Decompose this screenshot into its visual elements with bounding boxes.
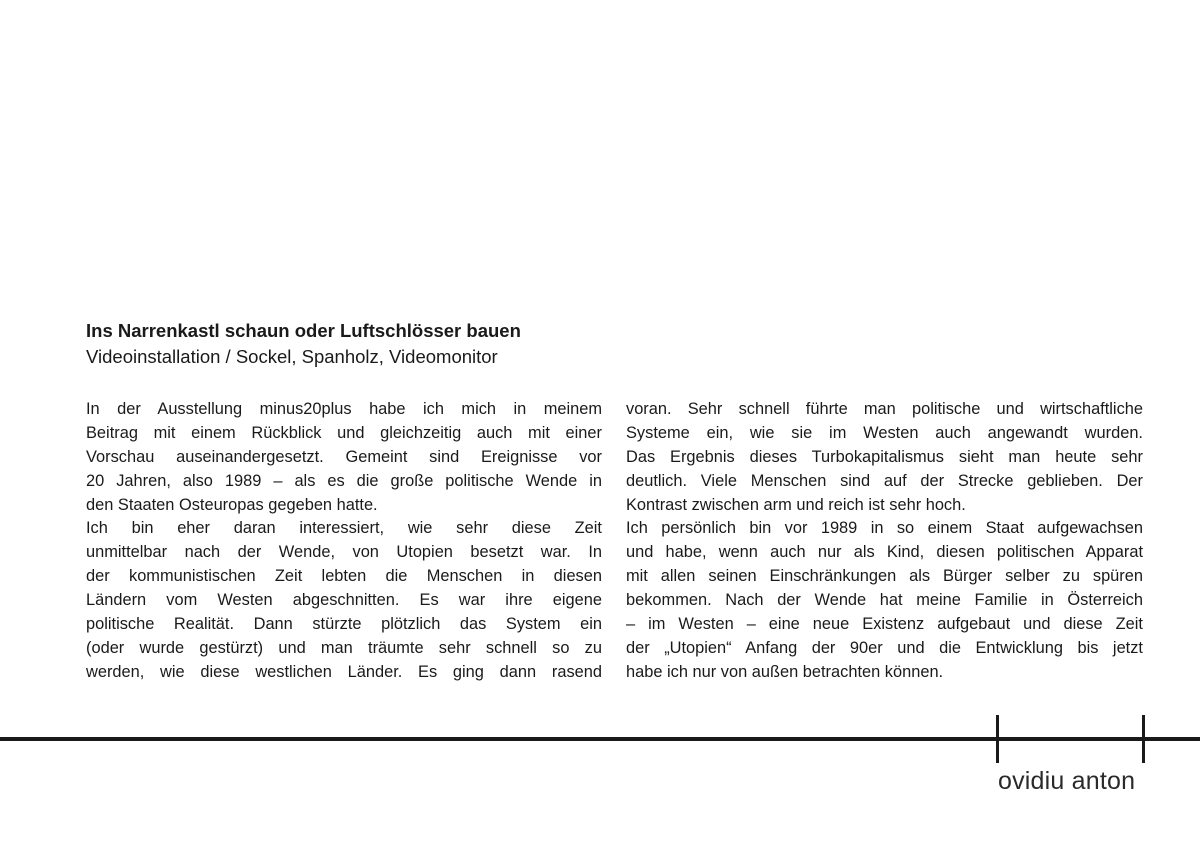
text-column-left — [86, 398, 602, 685]
text-line: unmittelbar nach der Wende, von Utopien besetzt war. In — [86, 543, 602, 562]
text-line: Ich persönlich bin vor 1989 in so einem Staat aufgewachsen — [626, 519, 1143, 538]
text-line: Vorschau auseinandergesetzt. Gemeint sind Ereignisse vor — [86, 447, 602, 466]
text-line: 20 Jahren, also 1989 – als es die große politische Wende in — [86, 471, 602, 490]
text-line: (oder wurde gestürzt) und man träumte sehr schnell so zu — [86, 638, 602, 657]
text-line: Ländern vom Westen abgeschnitten. Es war ihre eigene — [86, 591, 602, 610]
author-bracket-left — [996, 715, 999, 763]
text-line: Kontrast zwischen arm und reich ist sehr hoch. — [626, 495, 966, 514]
text-line: In der Ausstellung minus20plus habe ich mich in meinem — [86, 400, 602, 418]
author-bracket-right — [1142, 715, 1145, 763]
text-column-right — [626, 398, 1143, 685]
text-line: Beitrag mit einem Rückblick und gleichzeitig auch mit einer — [86, 423, 602, 442]
text-line: politische Realität. Dann stürzte plötzlich das System ein — [86, 615, 602, 634]
text-line: Systeme ein, wie sie im Westen auch angewandt wurden. — [626, 423, 1143, 442]
author-name: ovidiu anton — [998, 767, 1136, 795]
artwork-subtitle: Videoinstallation / Sockel, Spanholz, Videomonitor — [86, 346, 498, 367]
text-line: der „Utopien“ Anfang der 90er und die Entwicklung bis jetzt — [626, 638, 1143, 657]
text-line: voran. Sehr schnell führte man politische und wirtschaftliche — [626, 400, 1143, 418]
text-line: und habe, wenn auch nur als Kind, diesen politischen Apparat — [626, 543, 1143, 562]
text-line: Das Ergebnis dieses Turbokapitalismus sieht man heute sehr — [626, 447, 1143, 466]
text-line: der kommunistischen Zeit lebten die Menschen in diesen — [86, 567, 602, 586]
text-line: habe ich nur von außen betrachten können. — [626, 662, 944, 681]
text-line: deutlich. Viele Menschen sind auf der Strecke geblieben. Der — [626, 471, 1143, 490]
text-line: bekommen. Nach der Wende hat meine Familie in Österreich — [626, 591, 1143, 610]
text-line: Ich bin eher daran interessiert, wie sehr diese Zeit — [86, 519, 602, 538]
artwork-title: Ins Narrenkastl schaun oder Luftschlösser bauen — [86, 320, 521, 341]
footer-divider-line — [0, 737, 1200, 741]
text-line: den Staaten Osteuropas gegeben hatte. — [86, 495, 378, 514]
text-line: mit allen seinen Einschränkungen als Bürger selber zu spüren — [626, 567, 1143, 586]
text-line: werden, wie diese westlichen Länder. Es ging dann rasend — [86, 662, 602, 681]
text-line: – im Westen – eine neue Existenz aufgebaut und diese Zeit — [626, 615, 1143, 634]
